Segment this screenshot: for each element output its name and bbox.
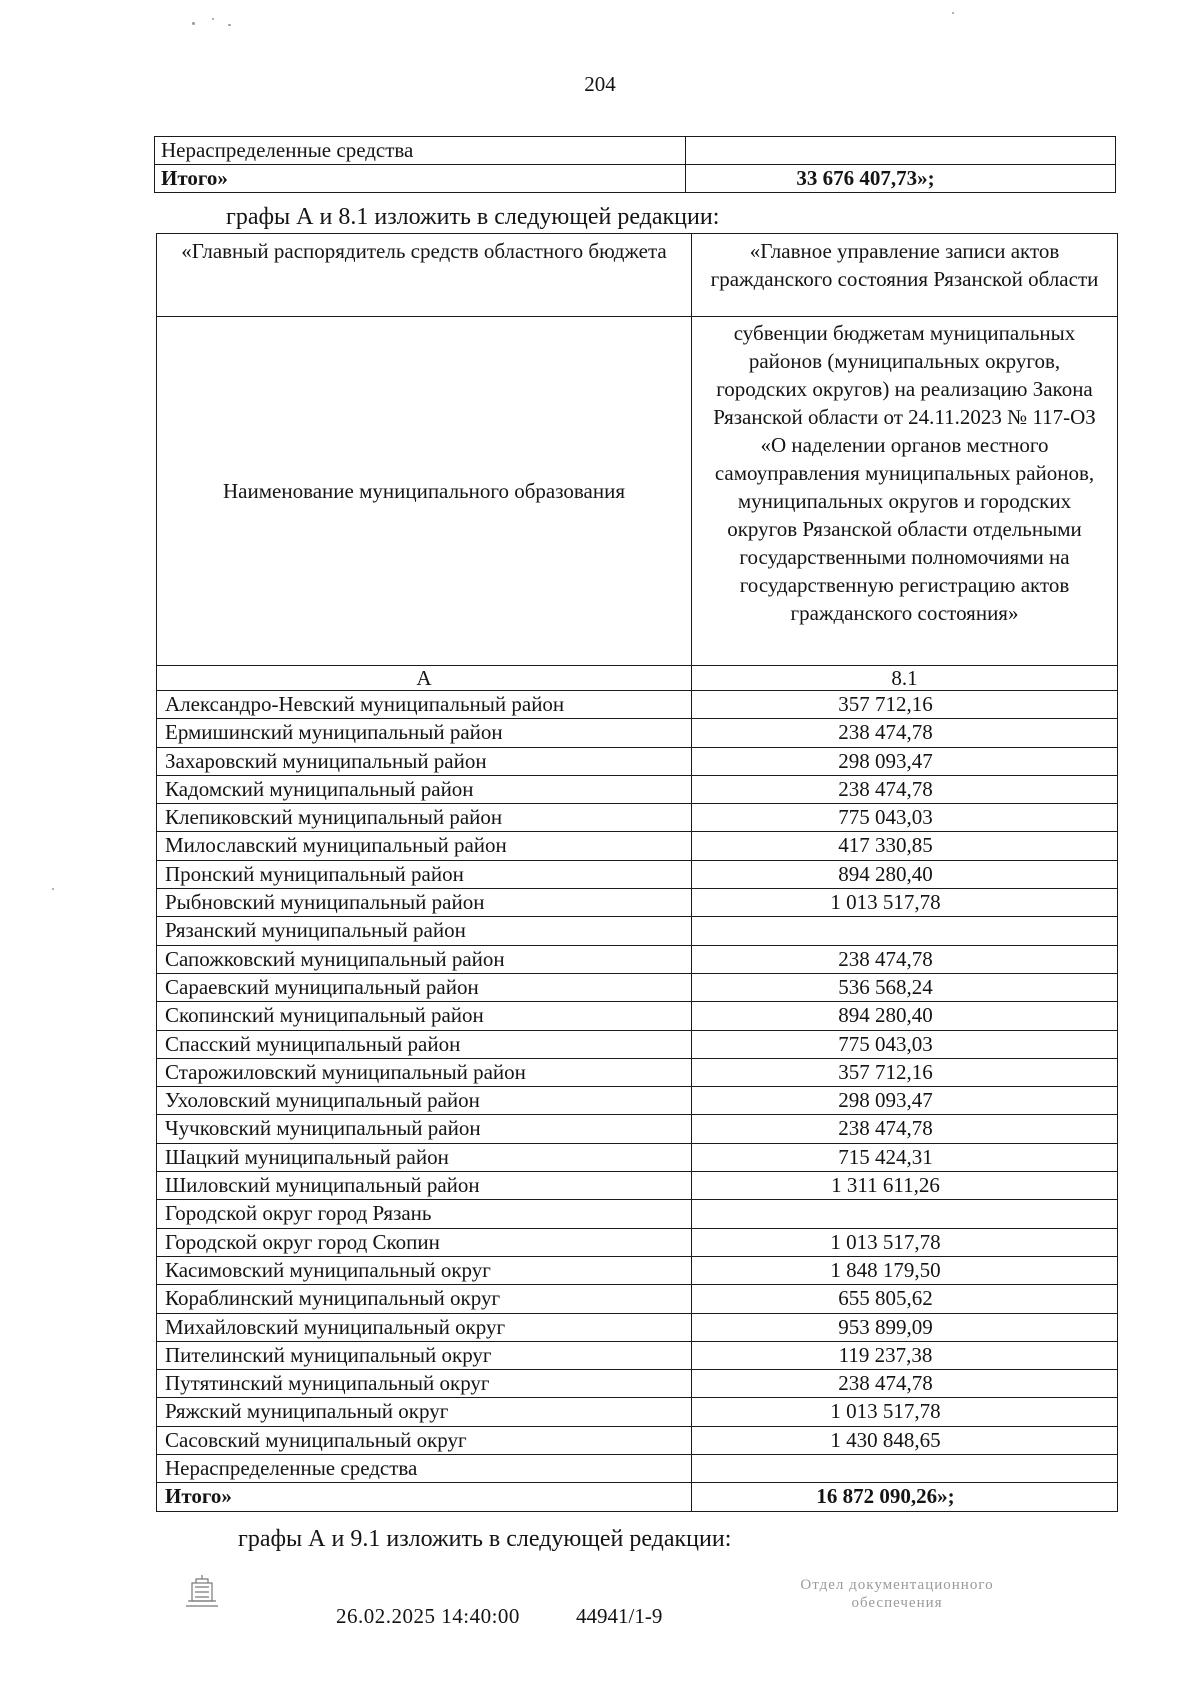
- scan-speck: [228, 24, 231, 26]
- subvention-amount-cell: 238 474,78: [692, 719, 1118, 747]
- subvention-amount-cell: 357 712,16: [692, 691, 1118, 719]
- municipality-name-cell: Кадомский муниципальный район: [157, 775, 692, 803]
- subvention-amount-cell: 1 311 611,26: [692, 1172, 1118, 1200]
- subheader-row: [157, 317, 1118, 666]
- scan-speck: [192, 22, 195, 25]
- municipality-name-cell: Захаровский муниципальный район: [157, 747, 692, 775]
- subvention-amount-cell: 1 848 179,50: [692, 1256, 1118, 1284]
- table-row: [157, 1002, 1118, 1030]
- table-row: [157, 1115, 1118, 1143]
- page-number: 204: [584, 72, 616, 96]
- table-row: [157, 1172, 1118, 1200]
- municipality-name-cell: Шацкий муниципальный район: [157, 1143, 692, 1171]
- municipality-name-cell: Александро-Невский муниципальный район: [157, 691, 692, 719]
- table-row: [157, 804, 1118, 832]
- footer-datetime: 26.02.2025 14:40:00: [336, 1604, 520, 1628]
- table-row: [157, 1483, 1118, 1511]
- subheader-cell-municipality-name: Наименование муниципального образования: [157, 317, 692, 666]
- coat-of-arms-icon: [180, 1573, 224, 1613]
- subvention-amount-cell: 357 712,16: [692, 1058, 1118, 1086]
- municipality-name-cell: Сапожковский муниципальный район: [157, 945, 692, 973]
- top-table-fragment: [154, 136, 1116, 193]
- row-name-cell: Итого»: [155, 165, 686, 193]
- municipality-name-cell: Сасовский муниципальный округ: [157, 1426, 692, 1454]
- table-row: [157, 775, 1118, 803]
- subvention-amount-cell: 298 093,47: [692, 1087, 1118, 1115]
- table-row: [157, 1143, 1118, 1171]
- table-row: [157, 1285, 1118, 1313]
- municipality-name-cell: Спасский муниципальный район: [157, 1030, 692, 1058]
- municipality-name-cell: Старожиловский муниципальный район: [157, 1058, 692, 1086]
- subheader-cell-subvention-description: субвенции бюджетам муниципальных районов (муниципальных округов, городских округов) на реализацию Закона Рязанской области от 24.11.2023 № 117-ОЗ «О наделении органов местного самоуправления муниципальных районов, муниципальных округов и городских округов Рязанской области отдельными государственными полномочиями на государственную регистрацию актов гражданского состояния»: [692, 317, 1118, 666]
- table-row: [157, 889, 1118, 917]
- municipality-name-cell: Пронский муниципальный район: [157, 860, 692, 888]
- table-row: [157, 719, 1118, 747]
- row-value-cell: [686, 137, 1116, 165]
- subvention-amount-cell: 715 424,31: [692, 1143, 1118, 1171]
- scan-speck: [212, 18, 214, 20]
- instruction-text-2: графы А и 9.1 изложить в следующей редакции:: [238, 1526, 732, 1552]
- municipality-name-cell: Пителинский муниципальный округ: [157, 1341, 692, 1369]
- subvention-amount-cell: 16 872 090,26»;: [692, 1483, 1118, 1511]
- municipality-name-cell: Клепиковский муниципальный район: [157, 804, 692, 832]
- column-letter-a: А: [157, 666, 692, 691]
- subvention-amount-cell: 1 013 517,78: [692, 1228, 1118, 1256]
- table-row: [157, 1256, 1118, 1284]
- table-row: [155, 165, 1116, 193]
- table-row: [157, 917, 1118, 945]
- table-row: [157, 832, 1118, 860]
- table-row: [157, 1228, 1118, 1256]
- stamp-line-2: обеспечения: [851, 1595, 943, 1611]
- subvention-amount-cell: 298 093,47: [692, 747, 1118, 775]
- table-row: [157, 691, 1118, 719]
- subvention-amount-cell: [692, 1455, 1118, 1483]
- column-letters-row: [157, 666, 1118, 691]
- scan-speck: [52, 888, 54, 890]
- table-row: [157, 1426, 1118, 1454]
- subvention-amount-cell: 953 899,09: [692, 1313, 1118, 1341]
- table-row: [157, 860, 1118, 888]
- municipality-name-cell: Городской округ город Скопин: [157, 1228, 692, 1256]
- header-cell-registry-office: «Главное управление записи актов гражданского состояния Рязанской области: [692, 234, 1118, 317]
- subvention-amount-cell: 119 237,38: [692, 1341, 1118, 1369]
- table-row: [157, 1087, 1118, 1115]
- municipality-name-cell: Сараевский муниципальный район: [157, 973, 692, 1001]
- municipality-name-cell: Ряжский муниципальный округ: [157, 1398, 692, 1426]
- municipality-name-cell: Городской округ город Рязань: [157, 1200, 692, 1228]
- department-stamp: [752, 1576, 1042, 1612]
- municipality-name-cell: Итого»: [157, 1483, 692, 1511]
- table-row: [157, 1370, 1118, 1398]
- header-row: [157, 234, 1118, 317]
- main-table: [156, 233, 1118, 1512]
- table-row: [157, 1341, 1118, 1369]
- footer-document-number: 44941/1-9: [576, 1604, 663, 1628]
- table-row: [157, 973, 1118, 1001]
- subvention-amount-cell: 775 043,03: [692, 804, 1118, 832]
- table-row: [157, 1030, 1118, 1058]
- row-name-cell: Нераспределенные средства: [155, 137, 686, 165]
- stamp-line-1: Отдел документационного: [800, 1577, 994, 1593]
- municipality-name-cell: Шиловский муниципальный район: [157, 1172, 692, 1200]
- municipality-name-cell: Кораблинский муниципальный округ: [157, 1285, 692, 1313]
- municipality-name-cell: Касимовский муниципальный округ: [157, 1256, 692, 1284]
- column-letter-8-1: 8.1: [692, 666, 1118, 691]
- row-value-cell: 33 676 407,73»;: [686, 165, 1116, 193]
- table-row: [157, 945, 1118, 973]
- municipality-name-cell: Нераспределенные средства: [157, 1455, 692, 1483]
- municipality-name-cell: Милославский муниципальный район: [157, 832, 692, 860]
- subvention-amount-cell: [692, 917, 1118, 945]
- municipality-name-cell: Путятинский муниципальный округ: [157, 1370, 692, 1398]
- subvention-amount-cell: 1 013 517,78: [692, 889, 1118, 917]
- table-row: [157, 1313, 1118, 1341]
- subvention-amount-cell: 1 013 517,78: [692, 1398, 1118, 1426]
- municipality-name-cell: Михайловский муниципальный округ: [157, 1313, 692, 1341]
- table-row: [157, 1455, 1118, 1483]
- municipality-name-cell: Ермишинский муниципальный район: [157, 719, 692, 747]
- scan-speck: [952, 12, 954, 14]
- table-row: [157, 1398, 1118, 1426]
- municipality-name-cell: Скопинский муниципальный район: [157, 1002, 692, 1030]
- table-row: [157, 747, 1118, 775]
- subvention-amount-cell: 238 474,78: [692, 945, 1118, 973]
- subvention-amount-cell: 1 430 848,65: [692, 1426, 1118, 1454]
- subvention-amount-cell: 417 330,85: [692, 832, 1118, 860]
- municipality-name-cell: Рыбновский муниципальный район: [157, 889, 692, 917]
- instruction-text-1: графы А и 8.1 изложить в следующей редакции:: [226, 204, 720, 230]
- subvention-amount-cell: 536 568,24: [692, 973, 1118, 1001]
- subvention-amount-cell: 894 280,40: [692, 860, 1118, 888]
- header-cell-chief-administrator: «Главный распорядитель средств областного бюджета: [157, 234, 692, 317]
- subvention-amount-cell: 655 805,62: [692, 1285, 1118, 1313]
- subvention-amount-cell: 238 474,78: [692, 1370, 1118, 1398]
- subvention-amount-cell: 238 474,78: [692, 775, 1118, 803]
- subvention-amount-cell: [692, 1200, 1118, 1228]
- table-row: [155, 137, 1116, 165]
- municipality-name-cell: Ухоловский муниципальный район: [157, 1087, 692, 1115]
- municipality-name-cell: Чучковский муниципальный район: [157, 1115, 692, 1143]
- municipality-name-cell: Рязанский муниципальный район: [157, 917, 692, 945]
- table-row: [157, 1200, 1118, 1228]
- table-row: [157, 1058, 1118, 1086]
- subvention-amount-cell: 238 474,78: [692, 1115, 1118, 1143]
- subvention-amount-cell: 775 043,03: [692, 1030, 1118, 1058]
- subvention-amount-cell: 894 280,40: [692, 1002, 1118, 1030]
